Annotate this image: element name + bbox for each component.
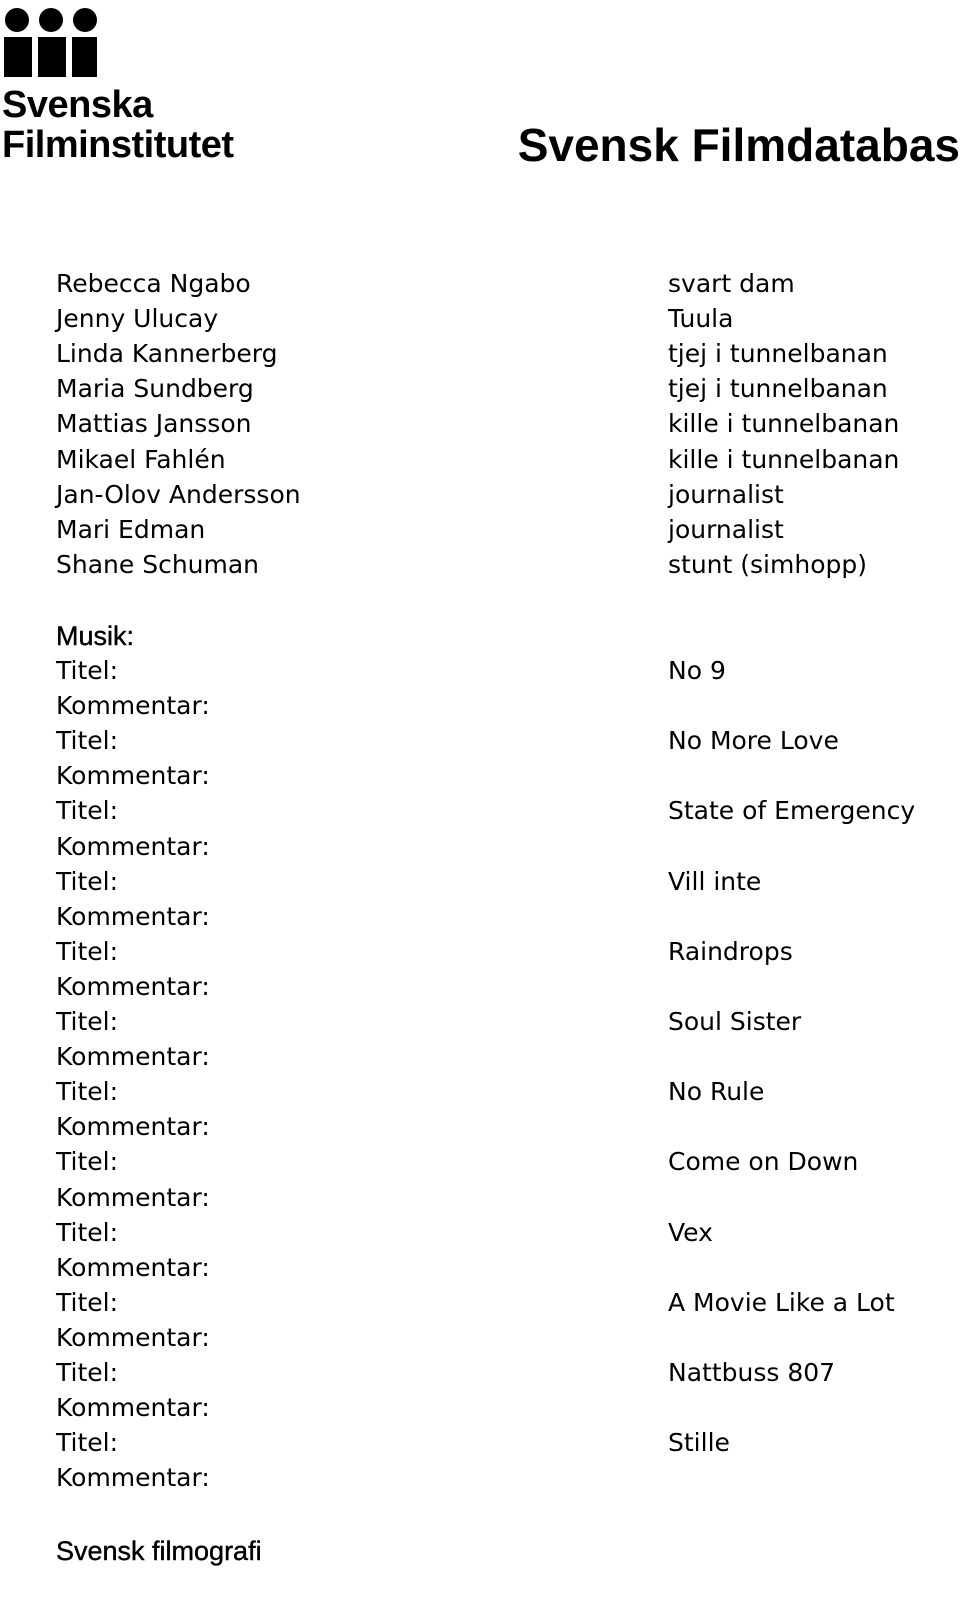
music-comment-row bbox=[0, 1180, 960, 1216]
music-comment-row bbox=[0, 1109, 960, 1145]
logo-text-line1: Svenska bbox=[2, 84, 153, 126]
logo-text-line2: Filminstitutet bbox=[2, 124, 234, 166]
music-title-row bbox=[0, 1285, 960, 1321]
music-title-row bbox=[0, 864, 960, 900]
cast-row bbox=[0, 301, 960, 337]
comment-label: Kommentar: bbox=[56, 1183, 210, 1212]
music-title: Come on Down bbox=[668, 1147, 859, 1176]
cast-row bbox=[0, 371, 960, 407]
actor-name: Shane Schuman bbox=[56, 550, 260, 579]
music-title-row bbox=[0, 723, 960, 759]
actor-name: Jan-Olov Andersson bbox=[56, 480, 301, 509]
cast-row bbox=[0, 547, 960, 583]
role-name: svart dam bbox=[668, 269, 795, 298]
music-comment-row bbox=[0, 1390, 960, 1426]
title-label: Titel: bbox=[56, 1428, 118, 1457]
title-label: Titel: bbox=[56, 1147, 118, 1176]
music-comment-row bbox=[0, 969, 960, 1005]
comment-label: Kommentar: bbox=[56, 902, 210, 931]
music-title: Soul Sister bbox=[668, 1007, 802, 1036]
role-name: Tuula bbox=[668, 304, 734, 333]
music-title-row bbox=[0, 934, 960, 970]
role-name: kille i tunnelbanan bbox=[668, 445, 900, 474]
music-comment-row bbox=[0, 1039, 960, 1075]
music-title-row bbox=[0, 1215, 960, 1251]
title-label: Titel: bbox=[56, 656, 118, 685]
music-comment-row bbox=[0, 1460, 960, 1496]
title-label: Titel: bbox=[56, 1007, 118, 1036]
cast-row bbox=[0, 406, 960, 442]
filmography-heading: Svensk filmografi bbox=[56, 1536, 262, 1566]
music-comment-row bbox=[0, 688, 960, 724]
actor-name: Mattias Jansson bbox=[56, 409, 252, 438]
role-name: tjej i tunnelbanan bbox=[668, 339, 888, 368]
comment-label: Kommentar: bbox=[56, 832, 210, 861]
music-title-row bbox=[0, 1355, 960, 1391]
music-title-row bbox=[0, 1004, 960, 1040]
music-title: Nattbuss 807 bbox=[668, 1358, 836, 1387]
music-title: Vex bbox=[668, 1218, 713, 1247]
role-name: journalist bbox=[668, 480, 784, 509]
comment-label: Kommentar: bbox=[56, 1042, 210, 1071]
music-comment-row bbox=[0, 829, 960, 865]
comment-label: Kommentar: bbox=[56, 1463, 210, 1492]
cast-row bbox=[0, 266, 960, 302]
role-name: journalist bbox=[668, 515, 784, 544]
cast-row bbox=[0, 442, 960, 478]
music-title-row bbox=[0, 1144, 960, 1180]
comment-label: Kommentar: bbox=[56, 1323, 210, 1352]
title-label: Titel: bbox=[56, 726, 118, 755]
cast-row bbox=[0, 512, 960, 548]
music-title: Vill inte bbox=[668, 867, 762, 896]
actor-name: Linda Kannerberg bbox=[56, 339, 278, 368]
music-comment-row bbox=[0, 899, 960, 935]
role-name: kille i tunnelbanan bbox=[668, 409, 900, 438]
role-name: stunt (simhopp) bbox=[668, 550, 867, 579]
comment-label: Kommentar: bbox=[56, 691, 210, 720]
cast-row bbox=[0, 477, 960, 513]
actor-name: Jenny Ulucay bbox=[56, 304, 219, 333]
music-title-row bbox=[0, 653, 960, 689]
music-title: Raindrops bbox=[668, 937, 793, 966]
music-title: Stille bbox=[668, 1428, 730, 1457]
title-label: Titel: bbox=[56, 1358, 118, 1387]
music-title-row bbox=[0, 1425, 960, 1461]
music-heading: Musik: bbox=[56, 621, 135, 651]
music-title: No More Love bbox=[668, 726, 839, 755]
comment-label: Kommentar: bbox=[56, 1393, 210, 1422]
actor-name: Mari Edman bbox=[56, 515, 206, 544]
music-comment-row bbox=[0, 758, 960, 794]
music-comment-row bbox=[0, 1320, 960, 1356]
svenska-filminstitutet-logo bbox=[2, 4, 262, 164]
comment-label: Kommentar: bbox=[56, 1253, 210, 1282]
comment-label: Kommentar: bbox=[56, 761, 210, 790]
role-name: tjej i tunnelbanan bbox=[668, 374, 888, 403]
music-comment-row bbox=[0, 1250, 960, 1286]
title-label: Titel: bbox=[56, 796, 118, 825]
music-title: No 9 bbox=[668, 656, 726, 685]
title-label: Titel: bbox=[56, 937, 118, 966]
title-label: Titel: bbox=[56, 1218, 118, 1247]
page-title: Svensk Filmdatabas bbox=[517, 119, 960, 171]
comment-label: Kommentar: bbox=[56, 1112, 210, 1141]
actor-name: Rebecca Ngabo bbox=[56, 269, 251, 298]
music-title-row bbox=[0, 1074, 960, 1110]
cast-row bbox=[0, 336, 960, 372]
actor-name: Maria Sundberg bbox=[56, 374, 254, 403]
music-title-row bbox=[0, 793, 960, 829]
music-title: No Rule bbox=[668, 1077, 765, 1106]
title-label: Titel: bbox=[56, 1288, 118, 1317]
title-label: Titel: bbox=[56, 867, 118, 896]
actor-name: Mikael Fahlén bbox=[56, 445, 226, 474]
logo-mark-icon bbox=[2, 4, 102, 82]
music-title: A Movie Like a Lot bbox=[668, 1288, 895, 1317]
comment-label: Kommentar: bbox=[56, 972, 210, 1001]
music-title: State of Emergency bbox=[668, 796, 916, 825]
title-label: Titel: bbox=[56, 1077, 118, 1106]
